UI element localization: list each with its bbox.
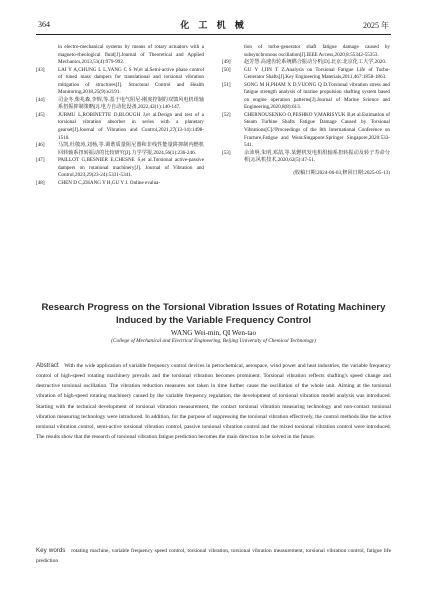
- reference-item: [36, 44, 204, 67]
- keywords-text: rotating machine, variable frequency speed control, torsional vibration, torsional vibration measurement, torsional vibration control, fatigue life prediction: [36, 548, 391, 565]
- english-title-block: [36, 302, 391, 344]
- references-right-column: [222, 44, 390, 177]
- reference-text: GU Y J,JIN T Z.Analysis on Torsional Fatigue Life of Turbo-Generator Shafts[J].Key Engineering Materials,2011,467:1858-1863.: [244, 66, 390, 81]
- reference-item: [222, 82, 390, 112]
- reference-text: in electro-mechanical systems by means of rotary actuators with a magneto-rheological fluid[J].Journal of Theoretical and Applied Mechanics,2013,51(4):979-992.: [58, 44, 204, 66]
- reference-item: [222, 44, 390, 59]
- reference-item: [36, 157, 204, 180]
- english-title: Research Progress on the Torsional Vibration Issues of Rotating Machinery Induced by the Variable Frequency Control: [41, 302, 386, 326]
- journal-name: 化 工 机 械: [180, 21, 247, 31]
- abstract-label: Abstract: [36, 362, 59, 369]
- reference-number: [52]: [222, 111, 231, 118]
- reference-number: [53]: [222, 149, 231, 156]
- reference-item: [36, 180, 204, 188]
- reference-number: [51]: [222, 81, 231, 88]
- reference-item: [222, 67, 390, 82]
- reference-number: [46]: [36, 142, 45, 149]
- affiliation: (College of Mechanical and Electrical Engineering, Beijing University of Chemical Technology): [111, 338, 316, 344]
- running-header: [36, 18, 391, 35]
- reference-text: CHEN D C,ZHANG Y H,GU Y J. Online evalua-: [58, 179, 161, 186]
- reference-text: LAI Y A,CHUNG L L,YANG C S W,et al.Semi-active phase control of tuned mass dampers for translational and torsional vibration mitigation of structures[J]. Structural Control and Health Monitoring,2018,25(9):e2191.: [58, 66, 204, 96]
- keywords-label: Key words: [36, 547, 66, 554]
- reference-text: 赵芳慧.高速齿轮系统耦合振动分析[D].北京:北京化工大学,2020.: [244, 59, 387, 66]
- references-left-column: [36, 44, 204, 187]
- reference-item: [36, 97, 204, 112]
- received-date: (收稿日期:2024-06-03,修回日期:2025-05-13): [293, 169, 390, 176]
- page-number: 364: [38, 20, 50, 29]
- reference-item: [36, 142, 204, 157]
- reference-number: [50]: [222, 66, 231, 73]
- reference-item: [222, 112, 390, 150]
- reference-number: [43]: [36, 66, 45, 73]
- reference-text: JURMU L,ROBINETTE D,BLOUGH J,et al.Design and test of a torsional vibration absorber in series with a planetary gearset[J].Journal of Vibration and Control,2021,27(13-14):1498-1510.: [58, 111, 204, 141]
- reference-number: [49]: [222, 59, 231, 66]
- reference-text: CHERNOUSENKO O,PESHKO V,MARISYUK B,et al.Estimation of Steam Turbine Shafts Fatigue Damage Caused by Torsional Vibrations[C]//Proceedings of the 8th International Conference on Fracture,Fatigue and Wear.Singapore:Springer Singapore,2020:533-541.: [244, 111, 390, 149]
- abstract-text: With the wide application of variable frequency control devices in petrochemical, aerospace, wind power and heat industries, the variable frequency control of high-speed rotating machinery prevails and the torsional vibration becomes prominent. Torsional vibration reflects shafting's speed change and destructive torsional oscillation. The vibration reduction measures not taken in time further cause the oscillation of the whole unit. Aiming at the torsional vibration of high-speed rotating machinery caused by the variable frequency regulation, the development of torsional vibration model analysis was introduced. Starting with the technical development of torsional vibration measurement, the contact torsional vibration measuring technology and non-contact torsional vibration measuring technology were introduced. In addition, for the purpose of suppressing the torsional vibration effectively, the control methods like the active torsional vibration control, semi-active torsional vibration control, passive torsional vibration control and the mixed torsional vibration control were introduced. The results show that the research of torsional vibration fatigue prediction becomes the main direction to be solved in the future.: [36, 363, 391, 441]
- reference-text: 司金冬,柴兆森,李辉,等.基于电气阻尼-刚度控制的双馈风电机组轴系扭振抑制策略[J].电力自动化设备,2022,42(1):140-147.: [58, 96, 204, 111]
- reference-text: SONG M H,PHAM X D,VUONG Q D.Torsional vibration stress and fatigue strength analysis of marine propulsion shafting system based on engine operation patterns[J].Journal of Marine Science and Engineering,2020,8(8):613.: [244, 81, 390, 111]
- reference-item: [36, 112, 204, 142]
- reference-number: [48]: [36, 179, 45, 186]
- reference-text: 马凯,杜敬涛,刘杨,等.调谐质量阻尼器和非线性能量阱抑制内燃机回转轴系扭转振动的比较研究[J].力学学报,2024,56(1):236-246.: [58, 142, 204, 156]
- reference-text: 余沛坰,朱明,邓喆,等.某燃机发电机组轴系扭转振动及转子寿命分析[J].风机技术,2020,62(5):47-51.: [244, 149, 390, 164]
- keywords: [36, 546, 391, 566]
- reference-text: tion of turbo-generator shaft fatigue damage caused by subsynchronous oscillation[J].IEEE Access,2020,8:55342-55353.: [244, 44, 390, 58]
- reference-text: PAILLOT G,BESNIER E,CHESNE S,et al.Torsional active-passive dampers on rotational machinery[J]. Journal of Vibration and Control,2023,29(23-24):5331-5341.: [58, 157, 204, 179]
- reference-number: [44]: [36, 96, 45, 103]
- reference-item: [36, 67, 204, 97]
- abstract: [36, 361, 391, 442]
- reference-item: [222, 150, 390, 165]
- authors: WANG Wei-min, QI Wen-tao: [170, 329, 257, 337]
- reference-item: [222, 59, 390, 67]
- journal-year: 2025 年: [363, 21, 389, 30]
- reference-number: [45]: [36, 111, 45, 118]
- reference-number: [47]: [36, 157, 45, 164]
